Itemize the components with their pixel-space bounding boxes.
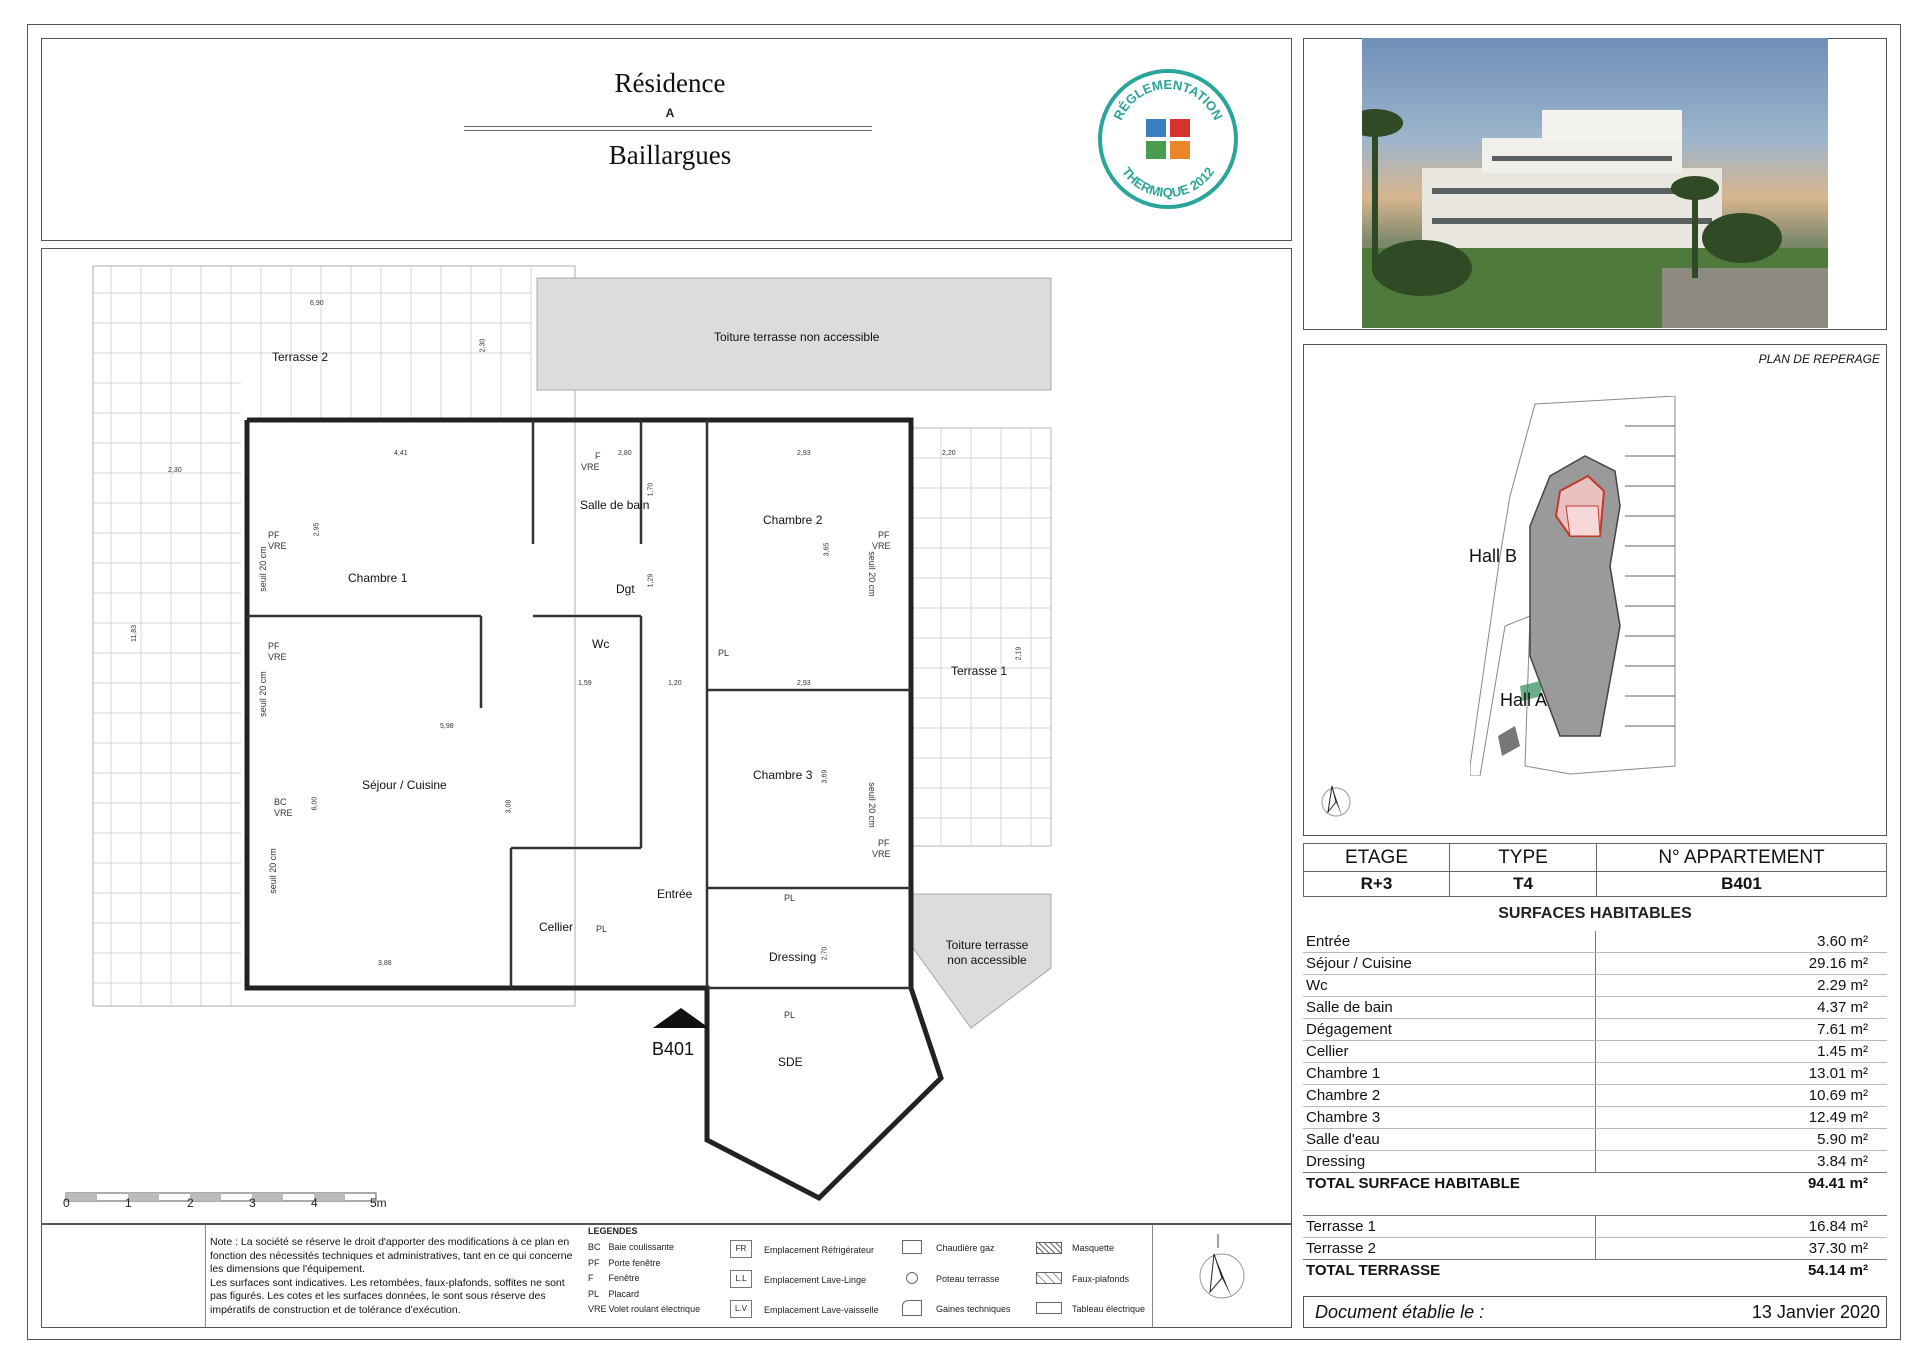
legend-post: Poteau terrasse — [936, 1274, 1000, 1284]
title-city: Baillargues — [608, 140, 732, 170]
dim-7: 2,20 — [942, 450, 956, 457]
grid-lines — [1303, 931, 1887, 1199]
scale-2: 2 — [187, 1196, 194, 1210]
terrace-value: 37.30 m² — [1808, 1240, 1868, 1257]
hall-b-label: Hall B — [1469, 546, 1518, 566]
building-rendering-image — [1362, 38, 1828, 328]
total-habitable-value: 94.41 m² — [1807, 1175, 1868, 1192]
surface-value: 1.45 m² — [1817, 1043, 1868, 1060]
boiler-icon — [902, 1240, 922, 1254]
masquette-icon — [1036, 1242, 1062, 1254]
surface-value: 5.90 m² — [1817, 1131, 1868, 1148]
total-terrasse-label: TOTAL TERRASSE — [1306, 1262, 1441, 1279]
dim-9: 2,95 — [313, 522, 321, 537]
dim-12: 1,20 — [668, 680, 682, 687]
scale-5m: 5m — [370, 1196, 387, 1210]
surface-label: Chambre 2 — [1306, 1087, 1381, 1104]
electric-panel-icon — [1036, 1302, 1062, 1314]
north-arrow-icon — [1192, 1232, 1252, 1312]
badge-text-top: RÉGLEMENTATION — [1110, 76, 1226, 123]
value-etage: R+3 — [1360, 874, 1393, 893]
legend-boiler: Chaudière gaz — [936, 1243, 995, 1253]
dim-2: 2,30 — [479, 338, 487, 353]
legend-title: LEGENDES — [588, 1226, 638, 1236]
surface-value: 3.60 m² — [1817, 933, 1868, 950]
room-sejour: Séjour / Cuisine — [362, 778, 447, 792]
dim-16: 3,08 — [505, 799, 513, 814]
room-entree: Entrée — [657, 887, 693, 901]
dim-6: 2,93 — [797, 450, 811, 457]
total-habitable-label: TOTAL SURFACE HABITABLE — [1306, 1175, 1520, 1192]
legend-electric-panel: Tableau électrique — [1072, 1304, 1146, 1314]
dim-18: 3,88 — [378, 960, 392, 967]
header-etage: ETAGE — [1345, 847, 1408, 868]
legend-code-row: BC Baie coulissante — [588, 1242, 675, 1252]
dim-3: 2,30 — [168, 467, 182, 474]
header-type: TYPE — [1498, 847, 1548, 868]
mark-vre-c3: VRE — [872, 849, 891, 859]
legend-dishwasher: Emplacement Lave-vaisselle — [764, 1305, 879, 1315]
room-chambre2: Chambre 2 — [763, 513, 823, 527]
terrace-label: Terrasse 2 — [1306, 1240, 1377, 1257]
dim-10: 1,70 — [647, 482, 655, 497]
scale-4: 4 — [311, 1196, 318, 1210]
title-divider — [464, 126, 872, 131]
dim-4: 4,41 — [394, 450, 408, 457]
dim-13: 2,93 — [797, 680, 811, 687]
mark-bc-sej: BC — [274, 797, 287, 807]
dim-15: 6,00 — [311, 796, 319, 811]
surface-label: Entrée — [1306, 933, 1351, 950]
surface-label: Salle d'eau — [1306, 1131, 1380, 1148]
surface-label: Chambre 1 — [1306, 1065, 1381, 1082]
site-plan-image — [1470, 396, 1680, 776]
document-date: 13 Janvier 2020 — [1751, 1302, 1880, 1322]
room-dressing: Dressing — [769, 950, 817, 964]
dim-17: 3,69 — [821, 769, 829, 784]
dim-19: 2,19 — [1015, 646, 1023, 661]
surface-value: 10.69 m² — [1808, 1087, 1868, 1104]
dim-8: 11,83 — [131, 625, 138, 642]
apartment-tag: B401 — [652, 1039, 695, 1059]
surface-value: 2.29 m² — [1817, 977, 1868, 994]
mark-pl-4: PL — [784, 1010, 796, 1020]
surface-label: Cellier — [1306, 1043, 1349, 1060]
dishwasher-symbol: L.V — [730, 1300, 752, 1318]
legend-code-row: PL Placard — [588, 1288, 640, 1299]
hall-a-label: Hall A — [1500, 690, 1548, 710]
total-terrasse-value: 54.14 m² — [1807, 1262, 1868, 1279]
mark-f-sdb: F — [595, 451, 601, 461]
dim-1: 6,90 — [310, 300, 324, 307]
mark-pf-sej: PF — [268, 641, 280, 651]
room-chambre3: Chambre 3 — [753, 768, 813, 782]
document-label: Document établie le : — [1315, 1302, 1485, 1322]
title-a: A — [665, 106, 675, 120]
seuil-c3: seuil 20 cm — [866, 782, 877, 828]
room-terrasse2: Terrasse 2 — [272, 350, 329, 364]
legend-faux-plafond: Faux-plafonds — [1072, 1274, 1130, 1284]
washer-symbol: L.L — [730, 1270, 752, 1288]
dim-20: 3,65 — [823, 542, 831, 557]
header-appartement: N° APPARTEMENT — [1658, 847, 1825, 868]
info-table — [1303, 843, 1887, 897]
shaft-icon — [902, 1300, 922, 1316]
mark-vre-sej: VRE — [268, 652, 287, 662]
terrace-value: 16.84 m² — [1808, 1218, 1868, 1235]
surface-label: Dégagement — [1306, 1021, 1392, 1038]
room-toiture2: Toiture terrasse non accessible — [945, 938, 1029, 967]
room-dgt: Dgt — [616, 582, 635, 596]
legend-code-row: VRE Volet roulant électrique — [588, 1304, 701, 1314]
value-type: T4 — [1513, 874, 1533, 893]
badge-text-bottom: THERMIQUE 2012 — [1118, 164, 1218, 201]
dim-11: 1,59 — [578, 680, 592, 687]
legend-shaft: Gaines techniques — [936, 1304, 1011, 1314]
legend-fridge: Emplacement Réfrigérateur — [764, 1245, 875, 1255]
fridge-symbol: FR — [730, 1240, 752, 1258]
seuil-c2: seuil 20 cm — [866, 551, 877, 597]
surface-label: Chambre 3 — [1306, 1109, 1381, 1126]
room-chambre1: Chambre 1 — [348, 571, 408, 585]
surface-label: Dressing — [1306, 1153, 1366, 1170]
legend-codes — [588, 1240, 700, 1318]
mark-vre-c1: VRE — [268, 541, 287, 551]
legend-code-row: PF Porte fenêtre — [588, 1257, 661, 1268]
seuil-sej: seuil 20 cm — [257, 671, 268, 717]
surface-label: Salle de bain — [1306, 999, 1393, 1016]
post-icon — [906, 1272, 918, 1284]
scale-1: 1 — [125, 1196, 132, 1210]
surface-value: 29.16 m² — [1808, 955, 1868, 972]
room-salle-de-bain: Salle de bain — [580, 498, 650, 512]
row-divider — [1304, 871, 1886, 872]
surface-label: Wc — [1306, 977, 1328, 994]
mark-vre-sdb: VRE — [581, 462, 600, 472]
reperage-north-icon — [1316, 778, 1356, 822]
footer-note: Note : La société se réserve le droit d'apporter des modifications à ce plan en fonction des nécessités techniques et administratives, tant en ce qui concerne les dimensions que l'équipement. Les surfaces sont indicatives. Les retombées, faux-plafonds, soffites ne sont pas figurés. Les cotes et les surfaces données, le sont sous réserve des impératifs de construction et de tolérance d'exécution. — [210, 1236, 573, 1316]
surface-label: Séjour / Cuisine — [1306, 955, 1412, 972]
dim-14: 5,98 — [440, 723, 454, 730]
surface-value: 3.84 m² — [1817, 1153, 1868, 1170]
room-sde: SDE — [778, 1055, 803, 1069]
scale-0: 0 — [63, 1196, 70, 1210]
value-appartement: B401 — [1721, 874, 1762, 893]
surface-value: 12.49 m² — [1808, 1109, 1868, 1126]
mark-pf-c2: PF — [878, 530, 890, 540]
mark-pl-2: PL — [596, 924, 608, 934]
surface-value: 7.61 m² — [1817, 1021, 1868, 1038]
mark-pf-c1: PF — [268, 530, 280, 540]
room-terrasse1: Terrasse 1 — [951, 664, 1008, 678]
surface-value: 4.37 m² — [1817, 999, 1868, 1016]
room-cellier: Cellier — [539, 920, 574, 934]
scale-3: 3 — [249, 1196, 256, 1210]
terrace-label: Terrasse 1 — [1306, 1218, 1377, 1235]
dim-21: 1,29 — [647, 573, 655, 588]
legend-code-row: F Fenêtre — [588, 1273, 640, 1283]
legend-masquette: Masquette — [1072, 1243, 1115, 1253]
dim-5: 2,80 — [618, 450, 632, 457]
dim-22: 2,70 — [821, 946, 829, 961]
reperage-title: PLAN DE REPERAGE — [1758, 352, 1880, 366]
mark-vre-c2: VRE — [872, 541, 891, 551]
seuil-sej2: seuil 20 cm — [267, 848, 278, 894]
mark-pl-1: PL — [718, 648, 730, 658]
surfaces-title: SURFACES HABITABLES — [1498, 905, 1692, 922]
mark-vre-sej2: VRE — [274, 808, 293, 818]
mark-pl-3: PL — [784, 893, 796, 903]
seuil-c1: seuil 20 cm — [257, 546, 268, 592]
mark-pf-c3: PF — [878, 838, 890, 848]
legend-washer: Emplacement Lave-Linge — [764, 1275, 867, 1285]
room-toiture1: Toiture terrasse non accessible — [714, 330, 880, 344]
title-residence: Résidence — [614, 68, 726, 98]
faux-plafond-icon — [1036, 1272, 1062, 1284]
floor-plan — [41, 248, 1292, 1224]
rt2012-badge — [1091, 62, 1245, 216]
room-wc: Wc — [592, 637, 610, 651]
surface-value: 13.01 m² — [1808, 1065, 1868, 1082]
